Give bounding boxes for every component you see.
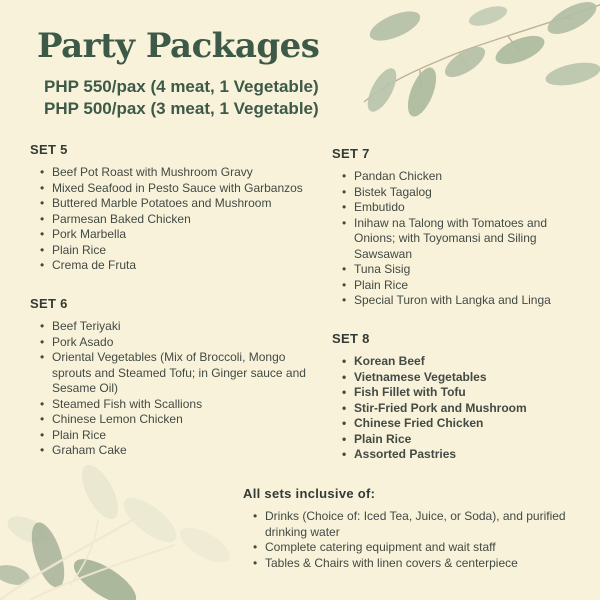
menu-list-item: • Chinese Fried Chicken: [342, 416, 584, 432]
menu-list-item: • Pandan Chicken: [342, 169, 584, 185]
menu-list-item: • Plain Rice: [40, 428, 318, 444]
menu-list-item: • Plain Rice: [40, 243, 318, 259]
menu-list-item: • Tables & Chairs with linen covers & centerpiece: [253, 556, 593, 572]
menu-list-item: • Tuna Sisig: [342, 262, 584, 278]
menu-list-item: • Beef Teriyaki: [40, 319, 318, 335]
menu-set-5: [30, 142, 318, 274]
set-7-heading: SET 7: [332, 146, 370, 161]
menu-list-item: • Complete catering equipment and wait staff: [253, 540, 593, 556]
page-title: Party Packages: [37, 26, 320, 66]
set-8-item-list: [332, 354, 584, 463]
menu-list-item: • Crema de Fruta: [40, 258, 318, 274]
menu-list-item: • Buttered Marble Potatoes and Mushroom: [40, 196, 318, 212]
menu-set-7: [332, 146, 584, 309]
menu-list-item: • Parmesan Baked Chicken: [40, 212, 318, 228]
price-line-500: PHP 500/pax (3 meat, 1 Vegetable): [44, 99, 319, 118]
menu-set-8: [332, 331, 584, 463]
set-6-item-list: [30, 319, 318, 459]
menu-list-item: • Stir-Fried Pork and Mushroom: [342, 401, 584, 417]
menu-list-item: • Assorted Pastries: [342, 447, 584, 463]
menu-list-item: • Plain Rice: [342, 432, 584, 448]
menu-list-item: • Bistek Tagalog: [342, 185, 584, 201]
menu-list-item: • Pork Marbella: [40, 227, 318, 243]
menu-list-item: • Drinks (Choice of: Iced Tea, Juice, or Soda), and purified drinking water: [253, 509, 593, 540]
menu-list-item: • Vietnamese Vegetables: [342, 370, 584, 386]
faded-leaves-icon: [0, 450, 240, 600]
menu-list-item: • Special Turon with Langka and Linga: [342, 293, 584, 309]
set-7-item-list: [332, 169, 584, 309]
inclusions-heading: All sets inclusive of:: [243, 486, 376, 501]
inclusions-section: [243, 486, 593, 571]
menu-set-6: [30, 296, 318, 459]
price-line-550: PHP 550/pax (4 meat, 1 Vegetable): [44, 77, 319, 96]
price-lines: [44, 76, 319, 120]
set-5-heading: SET 5: [30, 142, 68, 157]
menu-list-item: • Korean Beef: [342, 354, 584, 370]
menu-list-item: • Fish Fillet with Tofu: [342, 385, 584, 401]
menu-list-item: • Inihaw na Talong with Tomatoes and Onions; with Toyomansi and Siling Sawsawan: [342, 216, 584, 263]
menu-list-item: • Mixed Seafood in Pesto Sauce with Garbanzos: [40, 181, 318, 197]
menu-list-item: • Beef Pot Roast with Mushroom Gravy: [40, 165, 318, 181]
menu-list-item: • Chinese Lemon Chicken: [40, 412, 318, 428]
menu-list-item: • Graham Cake: [40, 443, 318, 459]
menu-list-item: • Oriental Vegetables (Mix of Broccoli, Mongo sprouts and Steamed Tofu; in Ginger sauce and Sesame Oil): [40, 350, 318, 397]
menu-list-item: • Embutido: [342, 200, 584, 216]
menu-list-item: • Plain Rice: [342, 278, 584, 294]
eucalyptus-branch-icon: [360, 0, 600, 140]
set-8-heading: SET 8: [332, 331, 370, 346]
set-6-heading: SET 6: [30, 296, 68, 311]
set-5-item-list: [30, 165, 318, 274]
menu-list-item: • Pork Asado: [40, 335, 318, 351]
menu-list-item: • Steamed Fish with Scallions: [40, 397, 318, 413]
inclusions-item-list: [243, 509, 593, 571]
